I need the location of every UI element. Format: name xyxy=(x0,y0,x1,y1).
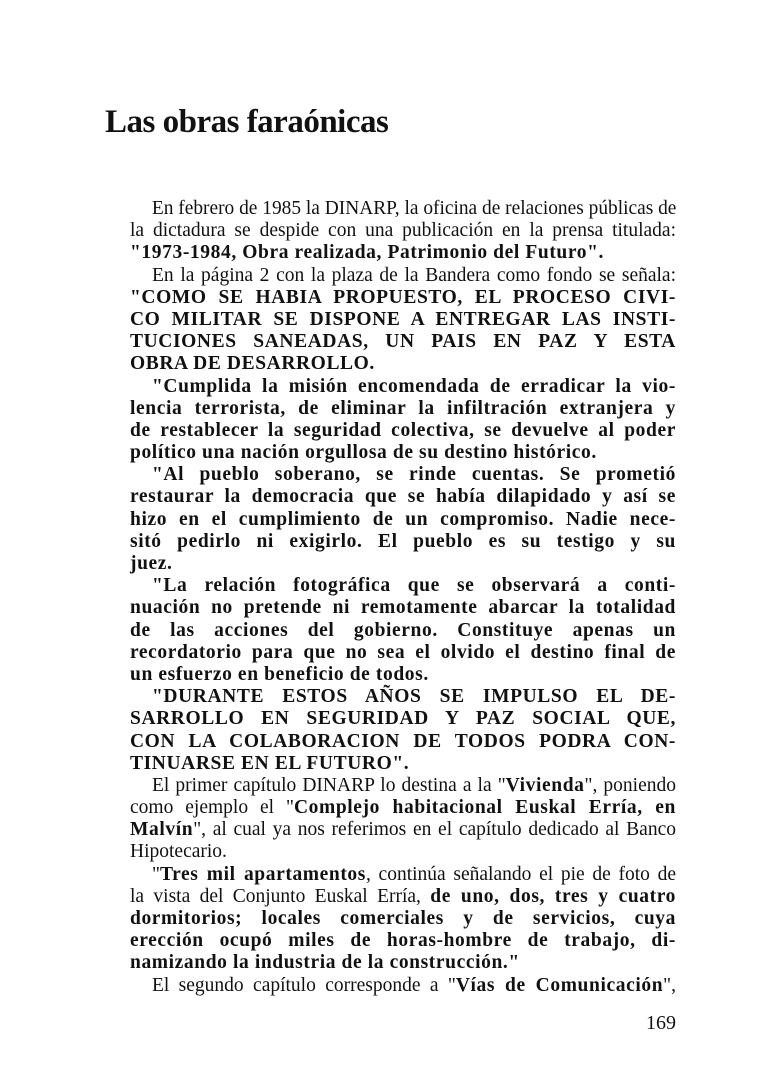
text-line xyxy=(130,620,676,642)
bold-text: "Cumplida la misión encomendada de erradicar la vio- xyxy=(152,375,676,397)
text-line xyxy=(130,642,676,664)
text-line xyxy=(130,398,676,420)
bold-text: recordatorio para que no sea el olvido el destino final de xyxy=(130,641,676,663)
text-line xyxy=(130,442,676,464)
text-line xyxy=(130,486,676,508)
text-line xyxy=(130,220,676,242)
bold-text: CO MILITAR SE DISPONE A ENTREGAR LAS INSTI- xyxy=(130,308,676,330)
text-line xyxy=(130,664,676,686)
bold-text: TINUARSE EN EL FUTURO". xyxy=(130,752,410,774)
text-line xyxy=(130,353,676,375)
bold-text: Malvín xyxy=(130,819,194,841)
text-line xyxy=(130,886,676,908)
text-line xyxy=(130,531,676,553)
bold-text: dormitorios; locales comerciales y de servicios, cuya xyxy=(130,908,676,929)
bold-text: SARROLLO EN SEGURIDAD Y PAZ SOCIAL QUE, xyxy=(130,708,676,730)
text-line xyxy=(130,908,676,930)
bold-text: Tres mil apartamentos xyxy=(159,863,366,885)
bold-text: Vivienda xyxy=(505,774,585,796)
bold-text: juez. xyxy=(130,553,173,574)
text-line xyxy=(130,287,676,309)
bold-text: un esfuerzo en beneficio de todos. xyxy=(130,663,429,685)
text-line xyxy=(130,952,676,974)
bold-text: "COMO SE HABIA PROPUESTO, EL PROCESO CIVI- xyxy=(130,286,676,308)
bold-text: "1973-1984, Obra realizada, Patrimonio del Futuro". xyxy=(130,242,605,264)
text-line xyxy=(130,575,676,597)
bold-text: sitó pedirlo ni exigirlo. El pueblo es su testigo y su xyxy=(130,530,676,552)
text-line xyxy=(130,930,676,952)
text-line xyxy=(130,797,676,819)
text-line xyxy=(130,597,676,619)
text-line xyxy=(130,420,676,442)
text-line xyxy=(130,975,676,997)
text: la vista del Conjunto Euskal Erría, xyxy=(130,885,431,907)
text: El segundo capítulo corresponde a " xyxy=(152,974,456,996)
text: " xyxy=(152,863,160,885)
text: ", xyxy=(663,974,676,996)
text: En la página 2 con la plaza de la Bandera como fondo se señala: xyxy=(152,264,676,286)
bold-text: OBRA DE DESARROLLO. xyxy=(130,353,375,375)
text-line xyxy=(130,331,676,353)
bold-text: hizo en el cumplimiento de un compromiso. Nadie nece- xyxy=(130,508,676,530)
text-line xyxy=(130,242,676,264)
text: ", al cual ya nos referimos en el capítulo dedicado al Banco xyxy=(193,819,676,841)
text-line xyxy=(130,309,676,331)
bold-text: lencia terrorista, de eliminar la infiltración extranjera y xyxy=(130,397,676,419)
text: ", poniendo xyxy=(584,774,676,796)
page-number: 169 xyxy=(646,1012,676,1034)
text-line xyxy=(130,731,676,753)
bold-text: "La relación fotográfica que se observará a conti- xyxy=(152,575,676,597)
text-line xyxy=(130,753,676,775)
text: El primer capítulo DINARP lo destina a la " xyxy=(152,774,506,796)
chapter-title: Las obras faraónicas xyxy=(105,104,389,140)
text-line xyxy=(130,775,676,797)
text: la dictadura se despide con una publicación en la prensa titulada: xyxy=(130,220,676,242)
bold-text: restaurar la democracia que se había dilapidado y así se xyxy=(130,486,676,508)
text-line xyxy=(130,509,676,531)
bold-text: de las acciones del gobierno. Constituye apenas un xyxy=(130,619,676,641)
text-line xyxy=(130,864,676,886)
text-line xyxy=(130,265,676,287)
text-line xyxy=(130,553,676,575)
text: Hipotecario. xyxy=(130,841,227,863)
text-line xyxy=(130,819,676,841)
bold-text: Vías de Comunicación xyxy=(455,974,664,996)
bold-text: Complejo habitacional Euskal Erría, en xyxy=(293,797,676,819)
bold-text: "DURANTE ESTOS AÑOS SE IMPULSO EL DE- xyxy=(152,686,676,708)
text-line xyxy=(130,198,677,220)
bold-text: TUCIONES SANEADAS, UN PAIS EN PAZ Y ESTA xyxy=(130,331,676,353)
bold-text: nuación no pretende ni remotamente abarcar la totalidad xyxy=(130,597,676,619)
bold-text: político una nación orgullosa de su destino histórico. xyxy=(130,442,597,464)
body-text xyxy=(130,198,676,997)
bold-text: de restablecer la seguridad colectiva, se devuelve al poder xyxy=(130,419,676,441)
bold-text: de uno, dos, tres y cuatro xyxy=(430,885,676,907)
text-line xyxy=(130,376,676,398)
bold-text: namizando la industria de la construcción." xyxy=(130,952,520,974)
text: como ejemplo el " xyxy=(130,797,294,819)
text-line xyxy=(130,686,676,708)
text: En febrero de 1985 la DINARP, la oficina de relaciones públicas de xyxy=(151,198,677,219)
text-line xyxy=(130,464,676,486)
text: , continúa señalando el pie de foto de xyxy=(365,863,677,885)
bold-text: CON LA COLABORACION DE TODOS PODRA CON- xyxy=(130,730,676,752)
text-line xyxy=(130,708,676,730)
bold-text: "Al pueblo soberano, se rinde cuentas. Se prometió xyxy=(152,464,676,486)
text-line xyxy=(130,841,676,863)
bold-text: erección ocupó miles de horas-hombre de trabajo, di- xyxy=(130,930,676,952)
